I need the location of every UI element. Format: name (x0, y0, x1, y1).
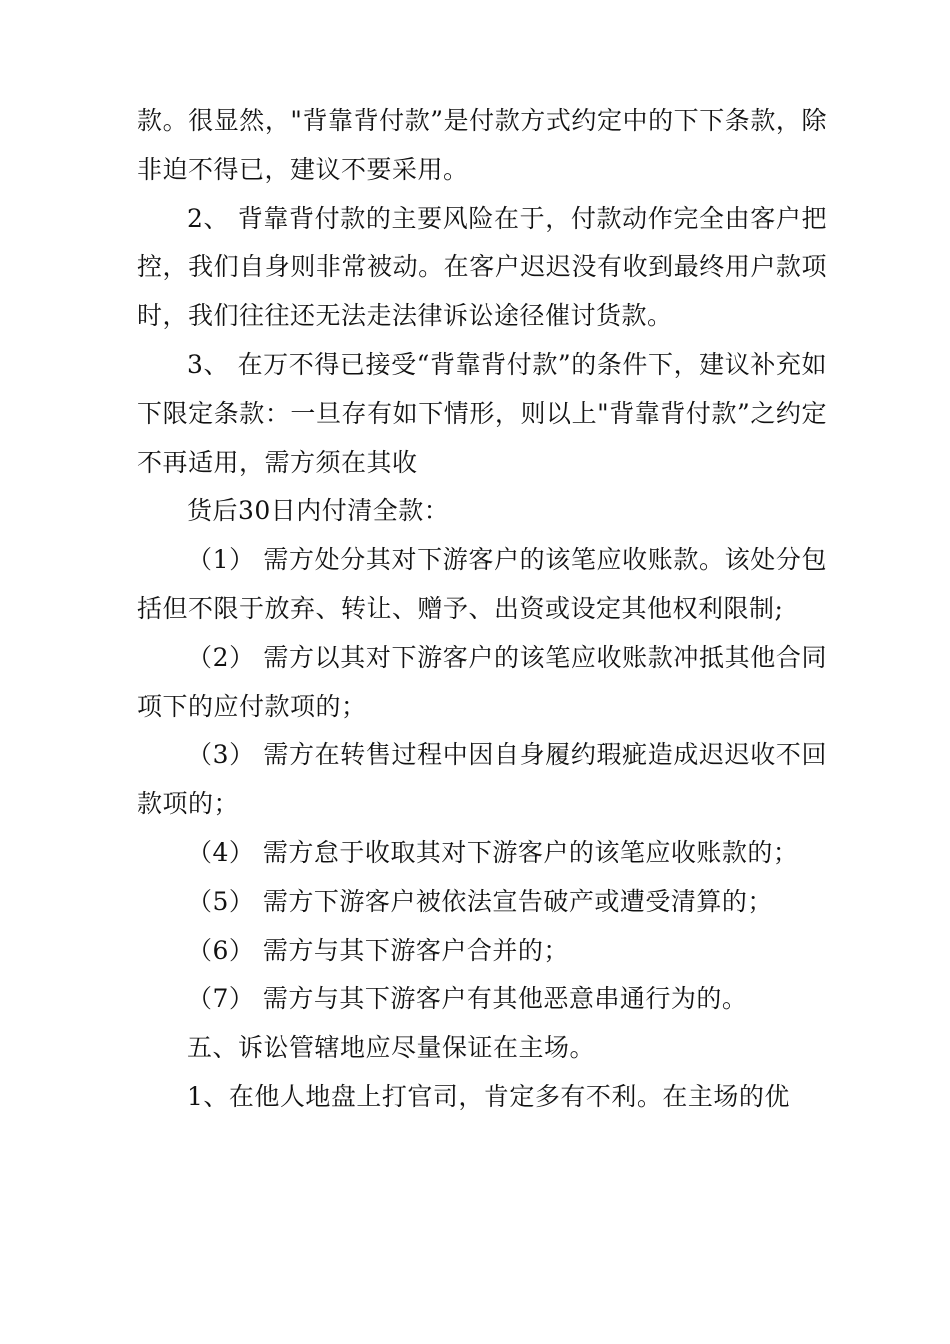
document-body (137, 97, 827, 1122)
paragraph-continuation: 款。很显然，"背靠背付款”是付款方式约定中的下下条款，除非迫不得已，建议不要采用。 (137, 106, 827, 184)
list-item-5: （5） 需方下游客户被依法宣告破产或遭受清算的； (187, 886, 773, 916)
list-item-2: （2） 需方以其对下游客户的该笔应收账款冲抵其他合同项下的应付款项的； (137, 642, 827, 721)
paragraph-point-3: 3、 在万不得已接受“背靠背付款”的条件下，建议补充如下限定条款：一旦存有如下情形，则以上"背靠背付款”之约定不再适用，需方须在其收 (137, 349, 827, 477)
list-item-3: （3） 需方在转售过程中因自身履约瑕疵造成迟迟收不回款项的； (137, 740, 827, 819)
list-item-7: （7） 需方与其下游客户有其他恶意串通行为的。 (187, 984, 748, 1014)
list-item-6: （6） 需方与其下游客户合并的； (187, 935, 569, 965)
list-item-1: （1） 需方处分其对下游客户的该笔应收账款。该处分包括但不限于放弃、转让、赠予、出资或设定其他权利限制; (137, 545, 827, 623)
list-item-4: （4） 需方怠于收取其对下游客户的该笔应收账款的； (187, 837, 799, 867)
section-heading-five: 五、诉讼管辖地应尽量保证在主场。 (187, 1033, 596, 1063)
paragraph-point-2: 2、 背靠背付款的主要风险在于，付款动作完全由客户把控，我们自身则非常被动。在客户迟迟没有收到最终用户款项时，我们往往还无法走法律诉讼途径催讨货款。 (137, 203, 827, 331)
paragraph-section-five-point-1: 1、在他人地盘上打官司，肯定多有不利。在主场的优 (187, 1081, 790, 1111)
paragraph-point-3-continued: 货后30日内付清全款： (187, 496, 450, 526)
